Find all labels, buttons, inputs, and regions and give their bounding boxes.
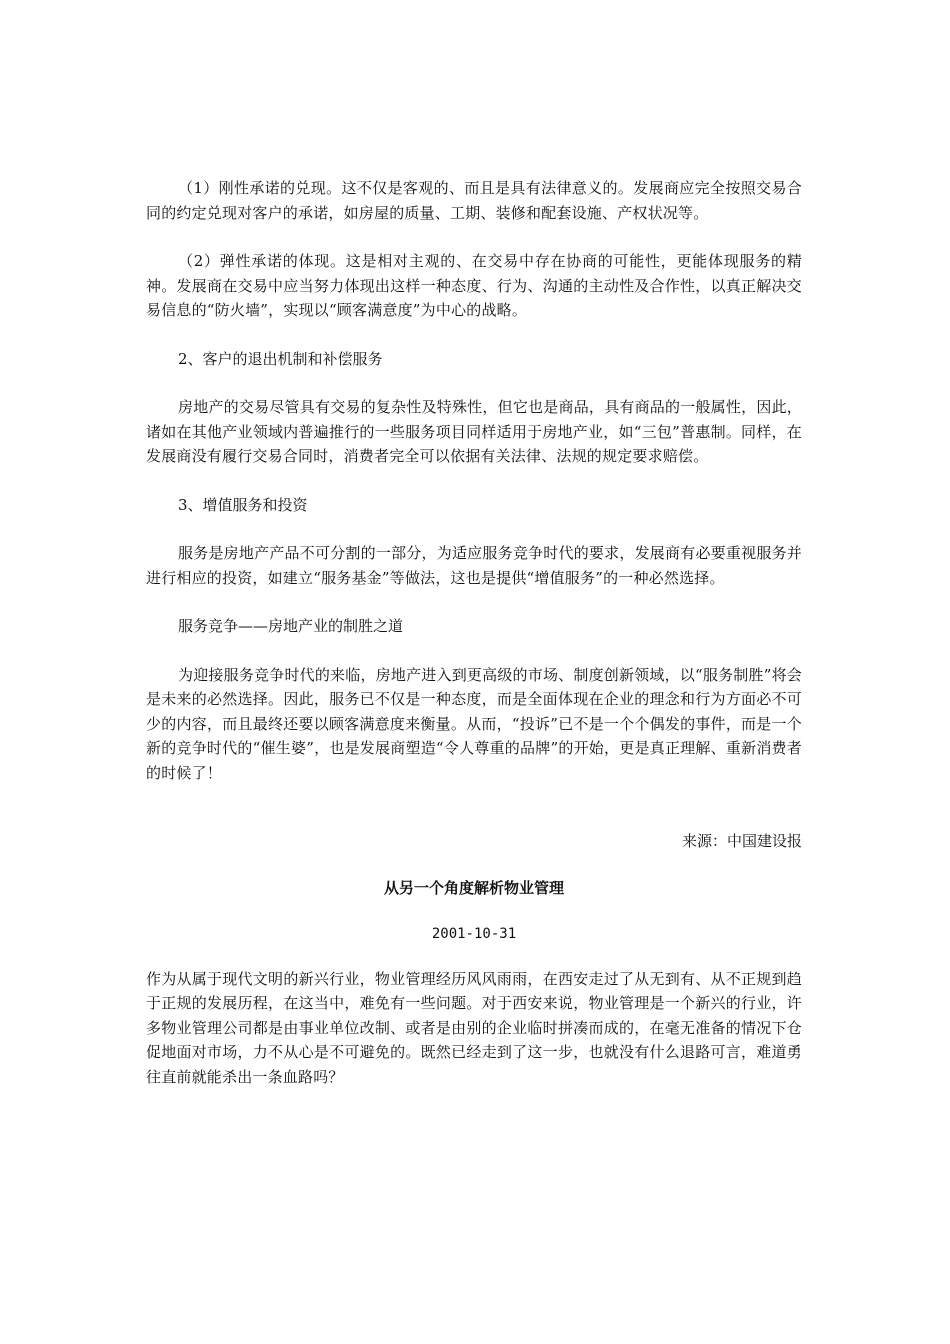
paragraph-value-added: 服务是房地产产品不可分割的一部分，为适应服务竞争时代的要求，发展商有必要重视服务并进行相应的投资，如建立“服务基金”等做法，这也是提供“增值服务”的一种必然选择。 xyxy=(146,544,802,587)
article-title: 从另一个角度解析物业管理 xyxy=(383,878,564,897)
paragraph-flexible-commitment: （2）弹性承诺的体现。这是相对主观的、在交易中存在协商的可能性，更能体现服务的精神。发展商在交易中应当努力体现出这样一种态度、行为、沟通的主动性及合作性，以真正解决交易信息的“防火墙”，实现以“顾客满意度”为中心的战略。 xyxy=(146,252,802,319)
document-page xyxy=(146,176,802,1104)
paragraph-service-competition: 为迎接服务竞争时代的来临，房地产进入到更高级的市场、制度创新领域，以“服务制胜”将会是未来的必然选择。因此，服务已不仅是一种态度，而是全面体现在企业的理念和行为方面必不可少的内容，而且最终还要以顾客满意度来衡量。从而，“投诉”已不是一个个偶发的事件，而是一个新的竞争时代的“催生婆”，也是发展商塑造“令人尊重的品牌”的开始，更是真正理解、重新消费者的时候了！ xyxy=(146,665,802,782)
section-heading-exit-mechanism: 2、客户的退出机制和补偿服务 xyxy=(178,349,383,368)
source-line: 来源：中国建设报 xyxy=(681,832,802,850)
section-heading-service-competition: 服务竞争——房地产业的制胜之道 xyxy=(178,617,404,635)
paragraph-exit-mechanism: 房地产的交易尽管具有交易的复杂性及特殊性，但它也是商品，具有商品的一般属性，因此，诸如在其他产业领域内普遍推行的一些服务项目同样适用于房地产业，如“三包”普惠制。同样，在发展商没有履行交易合同时，消费者完全可以依据有关法律、法规的规定要求赔偿。 xyxy=(146,398,802,465)
section-heading-value-added: 3、增值服务和投资 xyxy=(178,495,308,514)
paragraph-rigid-commitment: （1）刚性承诺的兑现。这不仅是客观的、而且是具有法律意义的。发展商应完全按照交易合同的约定兑现对客户的承诺，如房屋的质量、工期、装修和配套设施、产权状况等。 xyxy=(146,179,802,222)
article-body: 作为从属于现代文明的新兴行业，物业管理经历风风雨雨，在西安走过了从无到有、从不正规到趋于正规的发展历程，在这当中，难免有一些问题。对于西安来说，物业管理是一个新兴的行业，许多物业管理公司都是由事业单位改制、或者是由别的企业临时拼凑而成的，在毫无准备的情况下仓促地面对市场，力不从心是不可避免的。既然已经走到了这一步，也就没有什么退路可言，难道勇往直前就能杀出一条血路吗？ xyxy=(146,969,802,1086)
article-date: 2001-10-31 xyxy=(431,926,517,942)
